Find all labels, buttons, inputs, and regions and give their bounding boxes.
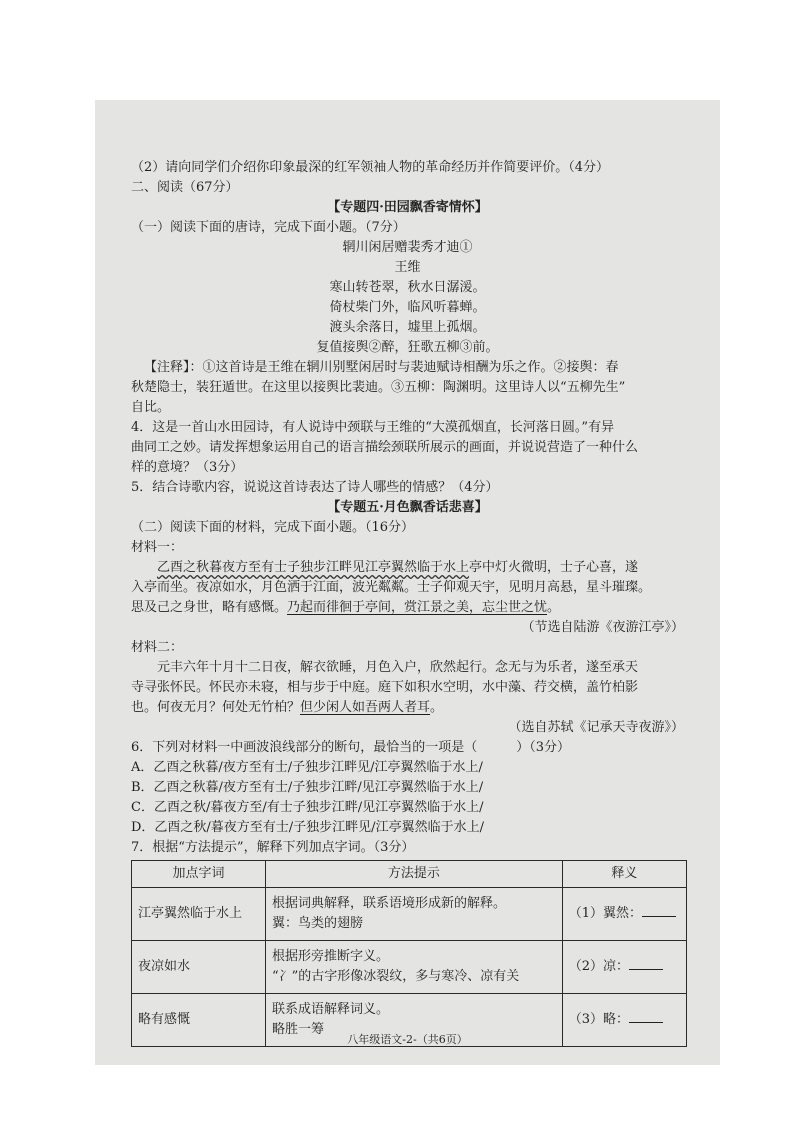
exam-page <box>95 100 720 1065</box>
poem-author: 王维 <box>394 260 421 275</box>
answer-blank[interactable] <box>642 904 676 917</box>
table-header: 加点字词 <box>132 861 266 888</box>
poem-line: 复值接舆②醉，狂歌五柳③前。 <box>316 340 499 355</box>
option-d[interactable]: D．乙酉之秋/暮夜方至有士/子独步江畔见/江亭翼然临于水上/ <box>131 820 484 835</box>
material-1-source: （节选自陆游《夜游江亭》） <box>521 620 684 635</box>
method-hint: 根据形旁推断字义。 “冫”的古字形像冰裂纹，多与寒冷、凉有关 <box>265 941 562 994</box>
dotted-word: 江亭翼然临于水上 <box>132 888 266 941</box>
dotted-word: 夜凉如水 <box>132 941 266 994</box>
table-row <box>132 888 687 941</box>
poem-line: 渡头余落日，墟里上孤烟。 <box>329 320 486 335</box>
answer-cell[interactable]: （3）略： <box>562 994 686 1047</box>
page-footer: 八年级语文-2-（共6页） <box>347 1033 468 1046</box>
question-7: 7．根据“方法提示”，解释下列加点字词。（3分） <box>131 840 415 855</box>
poem <box>131 238 684 358</box>
section-reading-heading: 二、阅读（67分） <box>131 180 239 195</box>
poem-line: 倚杖柴门外，临风听暮蝉。 <box>329 300 486 315</box>
method-hint: 根据词典解释，联系语境形成新的解释。 翼：鸟类的翅膀 <box>265 888 562 941</box>
answer-blank[interactable] <box>629 1010 663 1023</box>
question-4: 4．这是一首山水田园诗，有人说诗中颈联与王维的“大漠孤烟直，长河落日圆。”有异 曲同工之妙。请发挥想象运用自己的语言描绘颈联所展示的画面，并说说营造了一种什么 样的意境？（3分） <box>131 420 639 475</box>
method-hint: 联系成语解释词义。 略胜一筹 <box>265 994 562 1047</box>
part-2-intro: （二）阅读下面的材料，完成下面小题。（16分） <box>131 520 415 535</box>
dotted-word: 略有感慨 <box>132 994 266 1047</box>
option-a[interactable]: A．乙酉之秋暮/夜方至有士/子独步江畔见/江亭翼然临于水上/ <box>131 760 483 775</box>
table-header: 方法提示 <box>265 861 562 888</box>
material-2-source: （选自苏轼《记承天寺夜游》） <box>508 720 684 735</box>
material-2-label: 材料二： <box>131 640 184 655</box>
answer-cell[interactable]: （1）翼然： <box>562 888 686 941</box>
answer-blank[interactable] <box>629 957 663 970</box>
wavy-underlined-passage: 乙酉之秋暮夜方至有士子独步江畔见江亭翼然临于水上 <box>157 560 470 575</box>
material-1-label: 材料一： <box>131 540 184 555</box>
table-row <box>132 941 687 994</box>
method-table <box>131 860 687 1047</box>
topic-4-heading: 【专题四·田园飘香寄情怀】 <box>327 200 488 215</box>
material-1-text: 乙酉之秋暮夜方至有士子独步江畔见江亭翼然临于水上亭中灯火微明，士子心喜，遂 入亭而坐。夜凉如水，月色洒于江面，波光粼粼。士子仰观天宇，见明月高悬，星斗璀璨。 思及己之身世，略有感慨。乃起而徘徊于亭间，赏江景之美，忘尘世之忧。 （节选自陆游《夜游江亭》） <box>131 558 684 638</box>
part-1-intro: （一）阅读下面的唐诗，完成下面小题。（7分） <box>131 220 406 235</box>
table-header-row <box>132 861 687 888</box>
topic-5-heading: 【专题五·月色飘香话悲喜】 <box>327 500 488 515</box>
underlined-sentence: 但少闲人如吾两人者耳 <box>300 700 431 715</box>
question-6-options <box>131 758 684 838</box>
option-c[interactable]: C．乙酉之秋/暮夜方至/有士子独步江畔/见江亭翼然临于水上/ <box>131 800 484 815</box>
question-2: （2）请向同学们介绍你印象最深的红军领袖人物的革命经历并作简要评价。（4分） <box>131 160 610 175</box>
material-2-text: 元丰六年十月十二日夜，解衣欲睡，月色入户，欣然起行。念无与为乐者，遂至承天 寺寻张怀民。怀民亦未寝，相与步于中庭。庭下如积水空明，水中藻、荇交横，盖竹柏影 也。何夜无月？何处无竹柏？但少闲人如吾两人者耳。 （选自苏轼《记承天寺夜游》） <box>131 658 684 738</box>
question-6: 6．下列对材料一中画波浪线部分的断句，最恰当的一项是（ ）（3分） <box>131 740 571 755</box>
poem-notes: 【注释】：①这首诗是王维在辋川别墅闲居时与裴迪赋诗相酬为乐之作。②接舆：春 秋楚隐士，装狂遁世。在这里以接舆比裴迪。③五柳：陶渊明。这里诗人以“五柳先生” 自比。 <box>131 360 626 415</box>
underlined-sentence: 乃起而徘徊于亭间，赏江景之美，忘尘世之忧 <box>287 600 548 615</box>
option-b[interactable]: B．乙酉之秋暮/夜方至有士/子独步江畔/见江亭翼然临于水上/ <box>131 780 484 795</box>
table-header: 释义 <box>562 861 686 888</box>
poem-line: 寒山转苍翠，秋水日潺湲。 <box>329 280 486 295</box>
poem-title: 辋川闲居赠裴秀才迪① <box>342 240 473 255</box>
answer-cell[interactable]: （2）凉： <box>562 941 686 994</box>
question-5: 5．结合诗歌内容，说说这首诗表达了诗人哪些的情感？（4分） <box>131 480 499 495</box>
